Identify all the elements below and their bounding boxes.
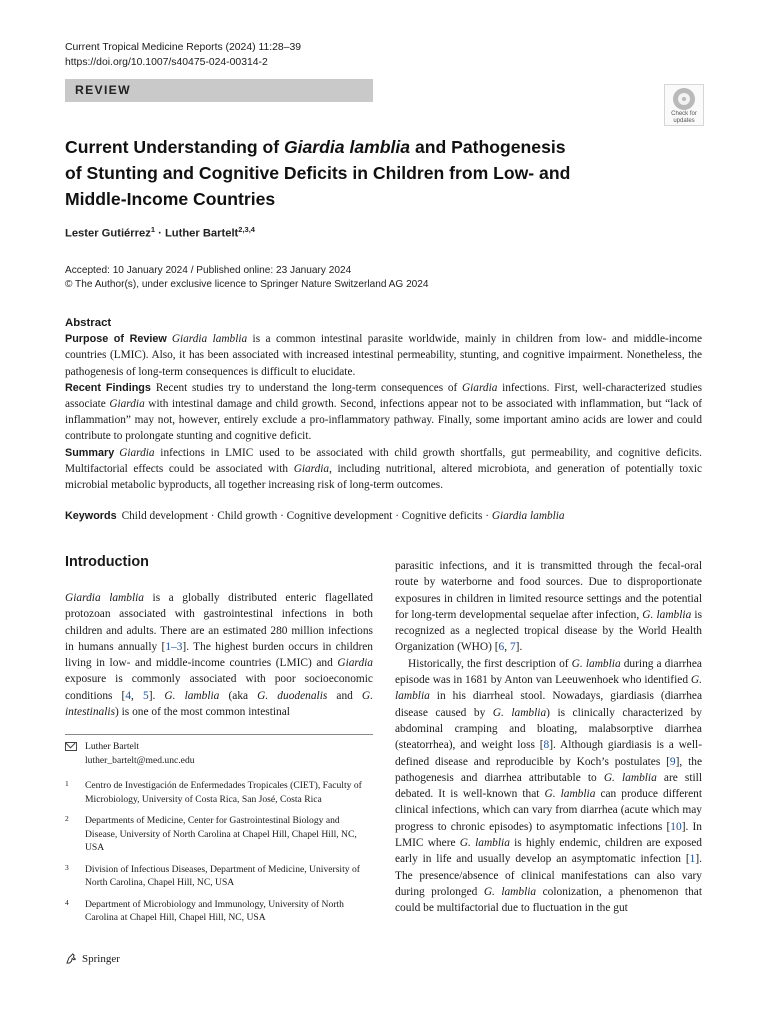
citation-link[interactable]: 1: [689, 853, 696, 866]
findings-species: Giardia: [109, 398, 145, 411]
body-text: ,: [504, 641, 510, 654]
species: G. lamblia: [544, 788, 596, 801]
keywords: [65, 508, 702, 524]
affiliation-number: 1: [65, 779, 69, 788]
check-updates-line1: Check for: [671, 111, 697, 117]
title-species: Giardia lamblia: [283, 137, 411, 157]
abstract-findings: [65, 380, 702, 445]
body-text: exposure is commonly associated with poor socioeconomic conditions [: [65, 673, 373, 702]
findings-text: infections. First, well-characterized studies associate: [65, 381, 702, 411]
keywords-text: Child development · Child growth · Cognitive development · Cognitive deficits ·: [121, 510, 492, 522]
affiliation: [65, 779, 373, 806]
affiliation-number: 3: [65, 862, 69, 872]
body-text: is highly endemic, children are exposed early in life and usually develop an asymptomatic infection [: [395, 837, 703, 866]
author-2-affil: 2,3,4: [238, 225, 255, 234]
doi-link[interactable]: https://doi.org/10.1007/s40475-024-00314-2: [65, 57, 268, 68]
affiliation: [65, 814, 373, 855]
affiliation-text: Department of Microbiology and Immunology, University of North Carolina at Chapel Hill, Chapel Hill, NC, USA: [85, 898, 344, 923]
body-text: colonization, a phenomenon that could be multifactorial due to fluctuation in the gut: [395, 885, 703, 915]
body-text: ) is clinically characterized by abdominal cramping and bloating, malabsorptive diarrhea (steatorrhea), and weight loss [: [395, 706, 702, 752]
body-text: parasitic infections, and it is transmitted through the fecal-oral route by waterborne and food sources. Due to disproportionate exposures in children in limited resource settings and the potential for long-term developmental sequelae after infection,: [395, 560, 702, 621]
abstract-heading: Abstract: [65, 317, 112, 329]
publication-dates: [65, 264, 429, 292]
body-text: ].: [515, 641, 523, 654]
summary-species: Giardia: [293, 462, 330, 475]
species: G. lamblia: [603, 771, 657, 784]
body-text: ], the pathogenesis and diarrhea attributable to: [395, 755, 702, 784]
species: G. lamblia: [492, 706, 547, 719]
journal-citation: Current Tropical Medicine Reports (2024) 11:28–39: [65, 42, 302, 53]
species: Giardia lamblia: [65, 592, 144, 604]
introduction-heading: Introduction: [65, 554, 149, 570]
findings-text: Recent studies try to understand the long-term consequences of: [155, 381, 462, 394]
citation-link[interactable]: 6: [498, 641, 505, 654]
abstract: [65, 315, 702, 493]
affiliation-text: Division of Infectious Diseases, Department of Medicine, University of North Carolina, Chapel Hill, NC, USA: [85, 863, 360, 888]
summary-text: , including nutritional, altered microbiota, and generation of potentially toxic microbial metabolic byproducts, all together increasing risk of long-term outcomes.: [65, 462, 702, 492]
copyright: © The Author(s), under exclusive licence to Springer Nature Switzerland AG 2024: [65, 279, 429, 290]
findings-species: Giardia: [462, 381, 498, 394]
section-label: REVIEW: [75, 83, 131, 97]
species: G. lamblia: [483, 885, 537, 898]
summary-species: Giardia: [119, 446, 155, 459]
body-text: and: [327, 689, 362, 702]
citation-link[interactable]: 8: [543, 739, 550, 752]
footnotes: [65, 740, 373, 933]
body-text: ]. In LMIC where: [395, 820, 702, 850]
citation-link[interactable]: 10: [670, 820, 682, 833]
author-1[interactable]: Lester Gutiérrez: [65, 227, 151, 240]
body-text: is recognized as a neglected tropical disease by the World Health Organization (WHO) [: [395, 608, 702, 654]
corresponding-author: [65, 740, 373, 767]
species: Giardia: [337, 657, 373, 670]
species: G. lamblia: [395, 674, 702, 703]
species: G. duodenalis: [257, 689, 328, 702]
affiliation-text: Departments of Medicine, Center for Gastrointestinal Biology and Disease, University of North Carolina at Chapel Hill, Chapel Hill, NC, USA: [85, 815, 357, 853]
section-label-bar: [65, 79, 373, 102]
author-list: [65, 225, 255, 240]
summary-text: infections in LMIC used to be associated with child growth shortfalls, gut permeability, and cognitive deficits. Multifactorial effects could be associated with: [65, 446, 702, 475]
citation-link[interactable]: 5: [142, 689, 149, 702]
accepted-published: Accepted: 10 January 2024 / Published online: 23 January 2024: [65, 265, 352, 276]
body-text: Historically, the first description of: [408, 657, 572, 670]
author-1-affil: 1: [150, 225, 155, 234]
body-text: ].: [148, 689, 165, 702]
purpose-text: is a common intestinal parasite worldwide, mainly in children from low- and middle-income countries (LMIC). Also, it has been associated with increased intestinal permeability, stunting, and cognitive impairment. Nonetheless, the pathogenesis of long-term consequences is difficult to elucidate.: [65, 333, 702, 378]
species: G. intestinalis: [65, 689, 373, 719]
affiliation-number: 4: [65, 897, 69, 907]
body-text: in his diarrheal stool. Nowadays, giardiasis (diarrhea disease caused by: [395, 690, 702, 719]
abstract-summary: [65, 445, 702, 494]
footnote-divider: [65, 734, 373, 735]
affiliation-number: 2: [65, 814, 69, 823]
findings-label: Recent Findings: [65, 381, 151, 394]
species: G. lamblia: [571, 657, 621, 670]
citation-link[interactable]: 7: [509, 641, 516, 654]
body-text: can produce different clinical infections, which can vary from diarrhea (acute which may progress to chronic episodes) to asymptomatic infections [: [395, 788, 702, 833]
intro-paragraph-1: [65, 590, 373, 720]
citation-link[interactable]: 1–3: [165, 640, 183, 653]
body-text: ) is one of the most common intestinal: [115, 706, 290, 719]
check-updates-icon: [673, 88, 695, 110]
envelope-icon: [65, 742, 77, 751]
publisher-footer: [65, 952, 120, 965]
body-text: during a diarrhea episode was in 1681 by Anton van Leeuwenhoek who identified: [395, 657, 702, 687]
body-text: ]. Although giardiasis is a well-defined disease and reproducible by Koch’s postulates [: [395, 739, 702, 768]
affiliation-text: Centro de Investigación de Enfermedades Tropicales (CIET), Faculty of Microbiology, University of Costa Rica, San José, Costa Rica: [85, 780, 362, 805]
body-text: ]. The presence/absence of clinical manifestations can also vary during prolonged: [395, 853, 702, 898]
affiliation: [65, 863, 373, 890]
body-text: ,: [131, 689, 143, 702]
purpose-species: Giardia lamblia: [171, 333, 248, 346]
journal-header: [65, 40, 301, 70]
intro-paragraph-2: [395, 656, 702, 917]
article-title: [65, 134, 585, 212]
title-text-rest: and Pathogenesis of Stunting and Cognitive Deficits in Children from Low- and Middle-Income Countries: [65, 137, 571, 209]
check-updates-line2: updates: [673, 117, 695, 124]
body-text: are still debated. It is well-known that: [395, 771, 702, 801]
summary-label: Summary: [65, 446, 115, 459]
citation-link[interactable]: 9: [669, 755, 676, 768]
species: G. lamblia: [642, 608, 692, 621]
body-text: is a globally distributed enteric flagellated protozoan associated with gastrointestinal infections in both children and adults. There are an estimated 280 million infections in humans annually [: [65, 592, 373, 653]
author-separator: ·: [154, 227, 165, 240]
abstract-purpose: [65, 331, 702, 380]
author-2[interactable]: Luther Bartelt: [164, 227, 239, 240]
intro-paragraph-1-cont: [395, 558, 702, 656]
purpose-label: Purpose of Review: [65, 333, 167, 346]
title-text: Current Understanding of: [65, 137, 284, 157]
check-for-updates-badge[interactable]: [664, 84, 704, 126]
keywords-label: Keywords: [65, 510, 117, 522]
species: G. lamblia: [459, 837, 510, 850]
right-column: [395, 558, 702, 917]
springer-horse-icon: [65, 952, 78, 965]
left-column: [65, 590, 373, 720]
publisher-name: Springer: [82, 952, 120, 965]
contact-email[interactable]: luther_bartelt@med.unc.edu: [85, 754, 195, 766]
species: G. lamblia: [164, 689, 220, 702]
body-text: ]. The highest burden occurs in children living in low- and middle-income countries (LMIC) and: [65, 640, 373, 670]
citation-link[interactable]: 4: [125, 689, 132, 702]
body-text: (aka: [219, 689, 258, 702]
findings-text: with intestinal damage and child growth. Second, infections appear not to be associated with inflammation, but “lack of inflammation” may not, however, entirely exclude a pro-inflammatory pathway. Finally, some important amino acids are lower and could contribute to prolongate stunting and cognitive deficit.: [65, 398, 702, 443]
affiliation: [65, 898, 373, 925]
keywords-species: Giardia lamblia: [491, 510, 565, 522]
contact-name: Luther Bartelt: [85, 741, 140, 752]
